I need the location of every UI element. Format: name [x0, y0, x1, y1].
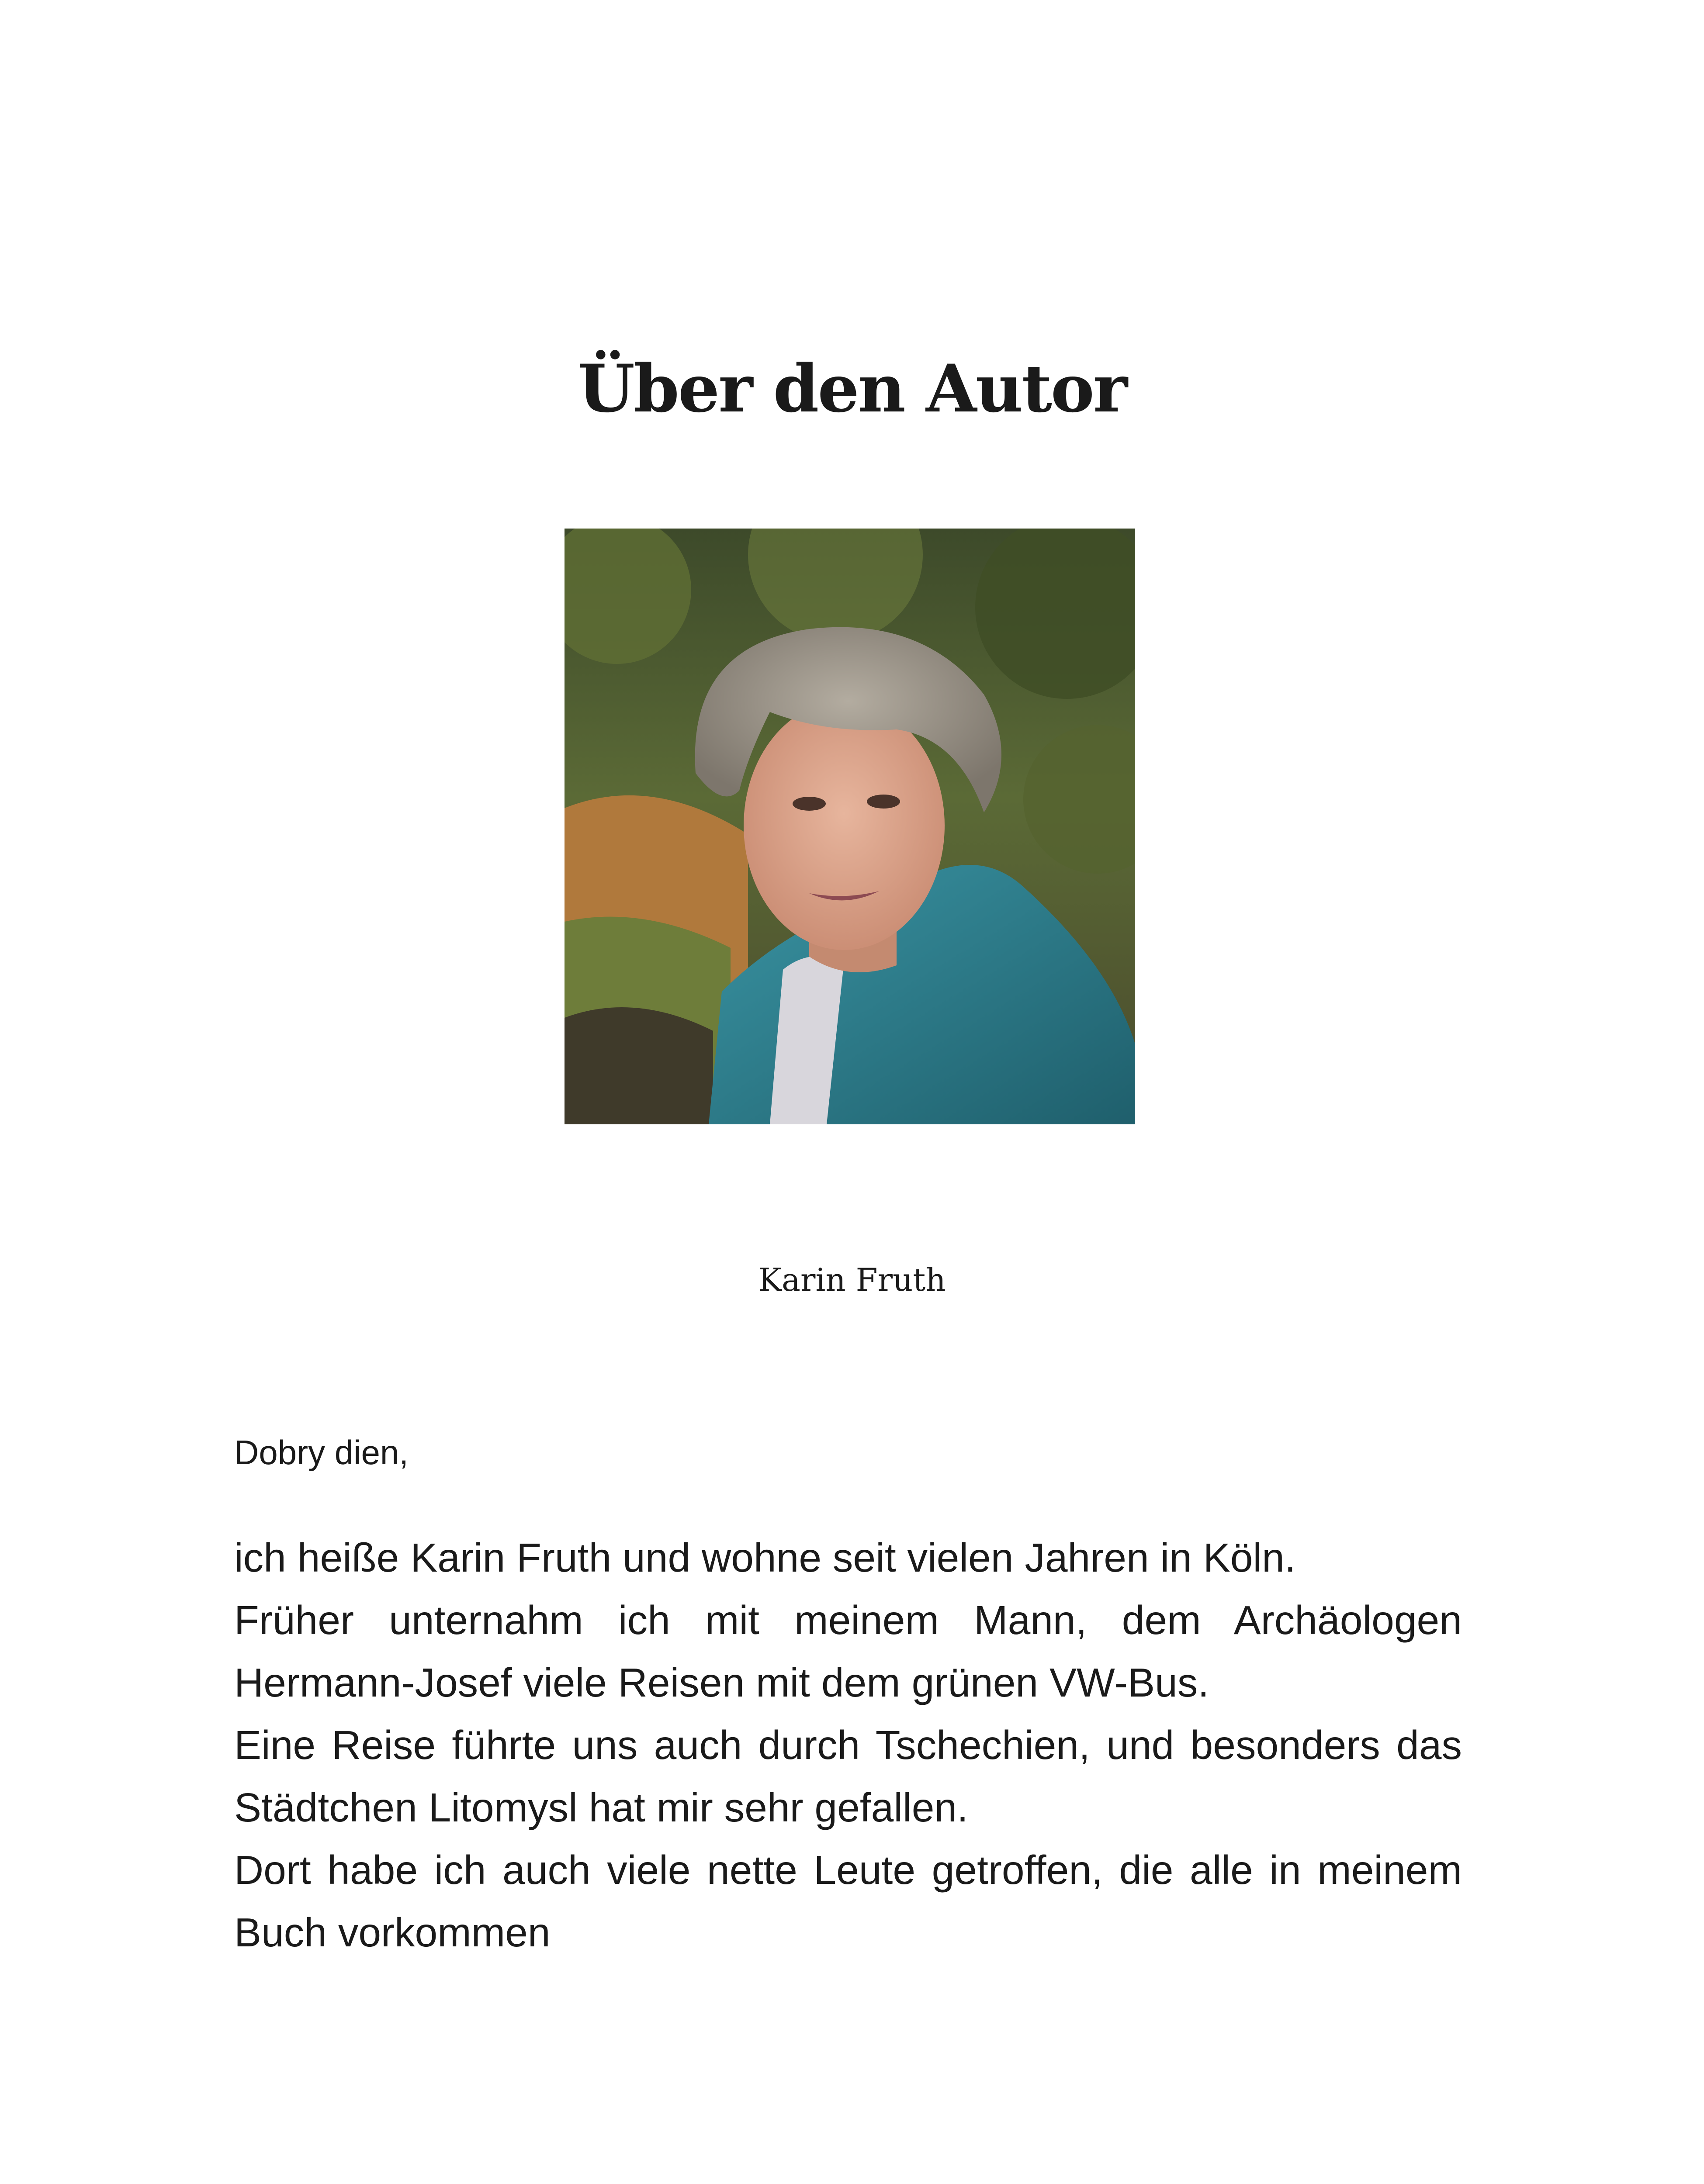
bio-paragraph: Früher unternahm ich mit meinem Mann, dem Archäologen Hermann-Josef viele Reisen mit dem grünen VW-Bus. [234, 1597, 1462, 1705]
page-title: Über den Autor [578, 350, 1126, 427]
bio-paragraph: ich heiße Karin Fruth und wohne seit vielen Jahren in Köln. [234, 1535, 1296, 1580]
author-bio [234, 1527, 1462, 1964]
bio-paragraph: Eine Reise führte uns auch durch Tschechien, und besonders das Städtchen Litomysl hat mir sehr gefallen. [234, 1722, 1462, 1830]
author-portrait [565, 529, 1135, 1124]
greeting-line: Dobry dien, [234, 1433, 409, 1472]
portrait-image [565, 529, 1135, 1124]
author-name-caption: Karin Fruth [758, 1261, 946, 1298]
bio-paragraph: Dort habe ich auch viele nette Leute getroffen, die alle in meinem Buch vorkommen [234, 1847, 1462, 1955]
